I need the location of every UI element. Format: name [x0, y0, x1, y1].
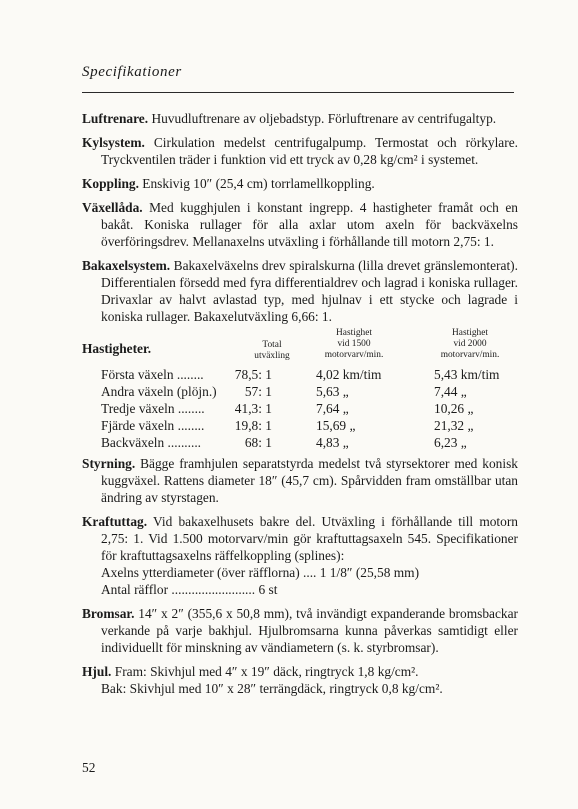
running-header: Specifikationer — [82, 64, 182, 80]
col-head-1500 — [310, 328, 398, 361]
col-head-2000 — [424, 328, 516, 361]
col-head-total-l2: utväxling — [254, 351, 290, 361]
spec-styrning — [82, 455, 518, 506]
kraftuttag-line-diameter: Axelns ytterdiameter (över räfflorna) .... 1 1/8″ (25,58 mm) — [101, 565, 420, 580]
col-head-1500-l3: motorvarv/min. — [324, 350, 384, 360]
speed-1500: 4,02 km/tim — [316, 367, 382, 382]
text-vaxellada: Med kugghjulen i konstant ingrepp. 4 hastigheter framåt och en bakåt. Koniska rullager för alla axlar utom axeln för backväxelns överföringsdrev. Mellanaxelns utväxling i förhållande till motorn 2,75: 1. — [101, 200, 518, 249]
text-hjul-bak: Bak: Skivhjul med 10″ x 28″ terrängdäck, ringtryck 0,8 kg/cm². — [101, 681, 443, 696]
spec-luftrenare — [82, 110, 518, 127]
term-kylsystem: Kylsystem. — [82, 135, 145, 150]
gear-ratio: 68: 1 — [244, 435, 272, 450]
header-rule — [82, 92, 514, 93]
col-head-total-l1: Total — [262, 340, 282, 350]
spec-kraftuttag — [82, 513, 518, 598]
col-head-1500-l2: vid 1500 — [337, 339, 371, 349]
speed-1500: 4,83 „ — [316, 435, 349, 450]
spec-kylsystem — [82, 134, 518, 168]
speed-table — [82, 366, 518, 451]
col-head-2000-l3: motorvarv/min. — [440, 350, 500, 360]
gear-ratio: 41,3: 1 — [234, 401, 272, 416]
speed-2000: 10,26 „ — [434, 401, 474, 416]
gear-ratio: 19,8: 1 — [234, 418, 272, 433]
gear-ratio: 78,5: 1 — [234, 367, 272, 382]
gear-name: Andra växeln (plöjn.) — [101, 384, 217, 399]
speed-2000: 5,43 km/tim — [434, 367, 500, 382]
spec-hjul — [82, 663, 518, 697]
term-bakaxel: Bakaxelsystem. — [82, 258, 171, 273]
speed-1500: 7,64 „ — [316, 401, 349, 416]
text-kraftuttag: Vid bakaxelhusets bakre del. Utväxling i förhållande till motorn 2,75: 1. Vid 1.500 motorvarv/min gör kraftuttagsaxeln 545. Specifikationer för kraftuttagsaxelns räffelkoppling (splines): — [101, 514, 518, 563]
speed-row — [82, 417, 518, 434]
gear-name: Fjärde växeln ........ — [101, 418, 205, 433]
term-luftrenare: Luftrenare. — [82, 111, 149, 126]
speed-1500: 5,63 „ — [316, 384, 349, 399]
col-head-2000-l2: vid 2000 — [453, 339, 487, 349]
term-kraftuttag: Kraftuttag. — [82, 514, 148, 529]
gear-name: Tredje växeln ........ — [101, 401, 205, 416]
speed-2000: 21,32 „ — [434, 418, 474, 433]
speed-title: Hastigheter. — [82, 341, 152, 356]
text-bakaxel: Bakaxelväxelns drev spiralskurna (lilla drevet gränslemonterat). Differentialen försedd med fyra differentialdrev och lagrad i koniska rullager. Drivaxlar av halvt avlastad typ, med hjulnav i ett stycke och lagrade i koniska rullager. Bakaxelutväxling 6,66: 1. — [101, 258, 518, 324]
col-head-1500-l1: Hastighet — [336, 328, 372, 338]
col-head-2000-l1: Hastighet — [452, 328, 488, 338]
gear-name: Backväxeln .......... — [101, 435, 202, 450]
page-number: 52 — [82, 760, 96, 775]
speed-2000: 6,23 „ — [434, 435, 467, 450]
col-head-total — [244, 340, 300, 362]
term-bromsar: Bromsar. — [82, 606, 135, 621]
text-styrning: Bägge framhjulen separatstyrda medelst två styrsektorer med konisk kuggväxel. Rattens diameter 18″ (45,7 cm). Spårvidden fram omställbar utan ändring av styrstagen. — [101, 456, 518, 505]
term-vaxellada: Växellåda. — [82, 200, 143, 215]
text-luftrenare: Huvudluftrenare av oljebadstyp. Förluftrenare av centrifugaltyp. — [151, 111, 497, 126]
speed-row — [82, 383, 518, 400]
speed-table-header — [82, 328, 518, 366]
speed-2000: 7,44 „ — [434, 384, 467, 399]
gear-name: Första växeln ........ — [101, 367, 204, 382]
speed-row — [82, 434, 518, 451]
speed-row — [82, 400, 518, 417]
term-koppling: Koppling. — [82, 176, 139, 191]
spec-koppling — [82, 175, 518, 192]
term-styrning: Styrning. — [82, 456, 136, 471]
spec-content — [82, 110, 518, 704]
text-bromsar: 14″ x 2″ (355,6 x 50,8 mm), två invändigt expanderande bromsbackar verkande på varje bakhjul. Hjulbromsarna kunna påverkas samtidigt eller individuellt för minskning av vändiametern (s. k. styrbromsar). — [101, 606, 518, 655]
term-hjul: Hjul. — [82, 664, 112, 679]
kraftuttag-line-splines: Antal räfflor ......................... 6 st — [101, 582, 278, 597]
text-hjul-fram: Fram: Skivhjul med 4″ x 19″ däck, ringtryck 1,8 kg/cm². — [114, 664, 419, 679]
speed-row — [82, 366, 518, 383]
text-koppling: Enskivig 10″ (25,4 cm) torrlamellkoppling. — [142, 176, 375, 191]
speed-1500: 15,69 „ — [316, 418, 356, 433]
spec-bromsar — [82, 605, 518, 656]
gear-ratio: 57: 1 — [244, 384, 272, 399]
text-kylsystem: Cirkulation medelst centrifugalpump. Termostat och rörkylare. Tryckventilen träder i funktion vid ett tryck av 0,28 kg/cm² i systemet. — [101, 135, 518, 167]
spec-bakaxel — [82, 257, 518, 325]
spec-vaxellada — [82, 199, 518, 250]
